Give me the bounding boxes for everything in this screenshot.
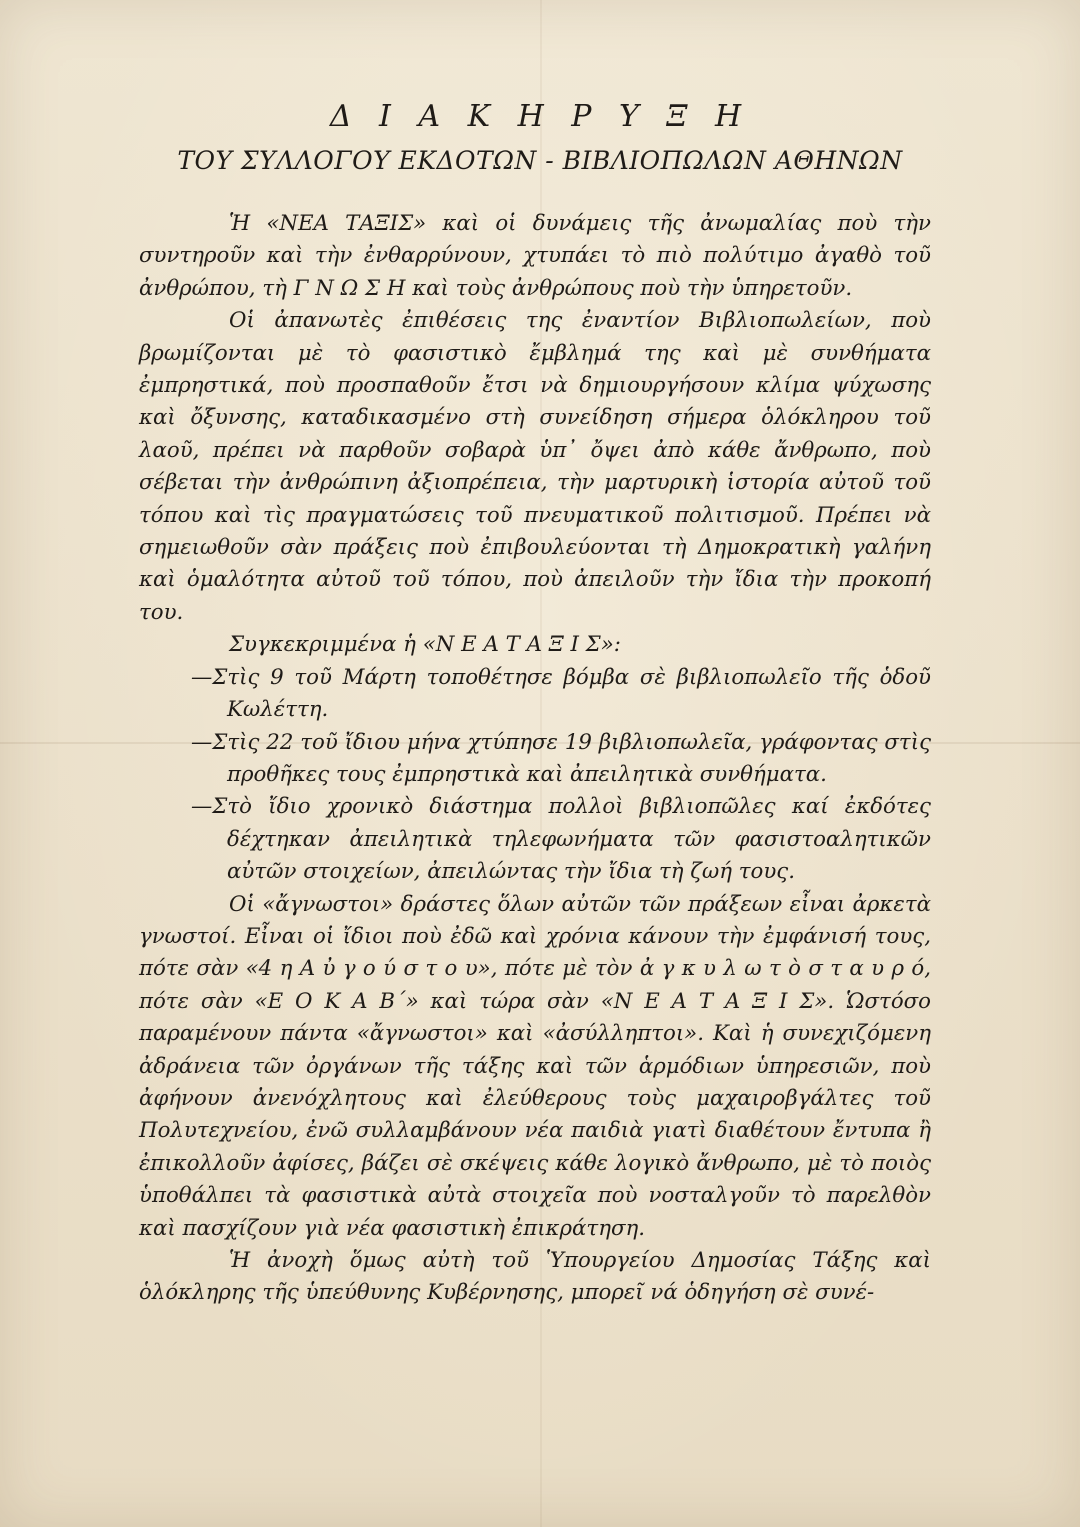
list-item: —Στὶς 9 τοῦ Μάρτη τοποθέτησε βόμβα σὲ βιβλιοπωλεῖο τῆς ὁδοῦ Κωλέττη. bbox=[191, 664, 931, 723]
paragraph: Ἡ «ΝΕΑ ΤΑΞΙΣ» καὶ οἱ δυνάμεις τῆς ἀνωμαλίας ποὺ τὴν συντηροῦν καὶ τὴν ἐνθαρρύνουν, χτυπάει τὸ πιὸ πολύτιμο ἀγαθὸ τοῦ ἀνθρώπου, τὴ Γ Ν Ω Σ Η καὶ τοὺς ἀνθρώπους ποὺ τὴν ὑπηρετοῦν. bbox=[139, 211, 931, 301]
document-subtitle: ΤΟΥ ΣΥΛΛΟΓΟΥ ΕΚΔΟΤΩΝ - ΒΙΒΛΙΟΠΩΛΩΝ ΑΘΗΝΩΝ bbox=[177, 146, 903, 175]
list-item: —Στὸ ἴδιο χρονικὸ διάστημα πολλοὶ βιβλιοπῶλες καί ἐκδότες δέχτηκαν ἀπειλητικὰ τηλεφωνήματα τῶν φασιστοαλητικῶν αὐτῶν στοιχείων, ἀπειλώντας τὴν ἴδια τὴ ζωή τους. bbox=[191, 794, 931, 885]
paragraph: Ἡ ἀνοχὴ ὅμως αὐτὴ τοῦ Ὑπουργείου Δημοσίας Τάξης καὶ ὁλόκληρης τῆς ὑπεύθυνης Κυβέρνησης, μπορεῖ νά ὁδηγήση σὲ συνέ- bbox=[139, 1248, 931, 1306]
paragraph: Οἱ ἀπανωτὲς ἐπιθέσεις της ἐναντίον Βιβλιοπωλείων, ποὺ βρωμίζονται μὲ τὸ φασιστικὸ ἔμβλημά της καὶ μὲ συνθήματα ἐμπρηστικά, ποὺ προσπαθοῦν ἔτσι νὰ δημιουργήσουν κλίμα ψύχωσης καὶ ὄξυνσης, καταδικασμένο στὴ συνείδηση σήμερα ὁλόκληρου τοῦ λαοῦ, πρέπει νὰ παρθοῦν σοβαρὰ ὑπ᾿ ὄψει ἀπὸ κάθε ἄνθρωπο, ποὺ σέβεται τὴν ἀνθρώπινη ἀξιοπρέπεια, τὴν μαρτυρικὴ ἱστορία αὐτοῦ τοῦ τόπου καὶ τὶς πραγματώσεις τοῦ πνευματικοῦ πολιτισμοῦ. Πρέπει νὰ σημειωθοῦν σὰν πράξεις ποὺ ἐπιβουλεύονται τὴ Δημοκρατικὴ γαλήνη καὶ ὁμαλότητα αὐτοῦ τοῦ τόπου, ποὺ ἀπειλοῦν τὴν ἴδια τὴν προκοπή του. bbox=[139, 308, 931, 625]
paragraph: Οἱ «ἄγνωστοι» δράστες ὅλων αὐτῶν τῶν πράξεων εἶναι ἀρκετὰ γνωστοί. Εἶναι οἱ ἴδιοι ποὺ ἐδῶ καὶ χρόνια κάνουν τὴν ἐμφάνισή τους, πότε σὰν «4 η Α ὐ γ ο ύ σ τ ο υ», πότε μὲ τὸν ἀ γ κ υ λ ω τ ὸ σ τ α υ ρ ό, πότε σὰν «Ε Ο Κ Α Β΄» καὶ τώρα σὰν «Ν Ε Α Τ Α Ξ Ι Σ». Ὡστόσο παραμένουν πάντα «ἄγνωστοι» καὶ «ἀσύλληπτοι». Καὶ ἡ συνεχιζόμενη ἀδράνεια τῶν ὀργάνων τῆς τάξης καὶ τῶν ἁρμόδιων ὑπηρεσιῶν, ποὺ ἀφήνουν ἀνενόχλητους καὶ ἐλεύθερους τοὺς μαχαιροβγάλτες τοῦ Πολυτεχνείου, ἐνῶ συλλαμβάνουν νέα παιδιὰ γιατὶ διαθέτουν ἔντυπα ἢ ἐπικολλοῦν ἀφίσες, βάζει σὲ σκέψεις κάθε λογικὸ ἄνθρωπο, μὲ τὸ ποιὸς ὑποθάλπει τὰ φασιστικὰ αὐτὰ στοιχεῖα ποὺ νοσταλγοῦν τὸ παρελθὸν καὶ πασχίζουν γιὰ νέα φασιστικὴ ἐπικράτηση. bbox=[139, 891, 931, 1241]
list-item: —Στὶς 22 τοῦ ἴδιου μήνα χτύπησε 19 βιβλιοπωλεῖα, γράφοντας στὶς προθῆκες τους ἐμπρηστικὰ καὶ ἀπειλητικὰ συνθήματα. bbox=[191, 729, 931, 787]
document-body bbox=[139, 208, 931, 1310]
lead-in-line: Συγκεκριμμένα ἡ «Ν Ε Α Τ Α Ξ Ι Σ»: bbox=[229, 632, 621, 658]
document-title: Δ Ι Α Κ Η Ρ Υ Ξ Η bbox=[329, 99, 751, 134]
